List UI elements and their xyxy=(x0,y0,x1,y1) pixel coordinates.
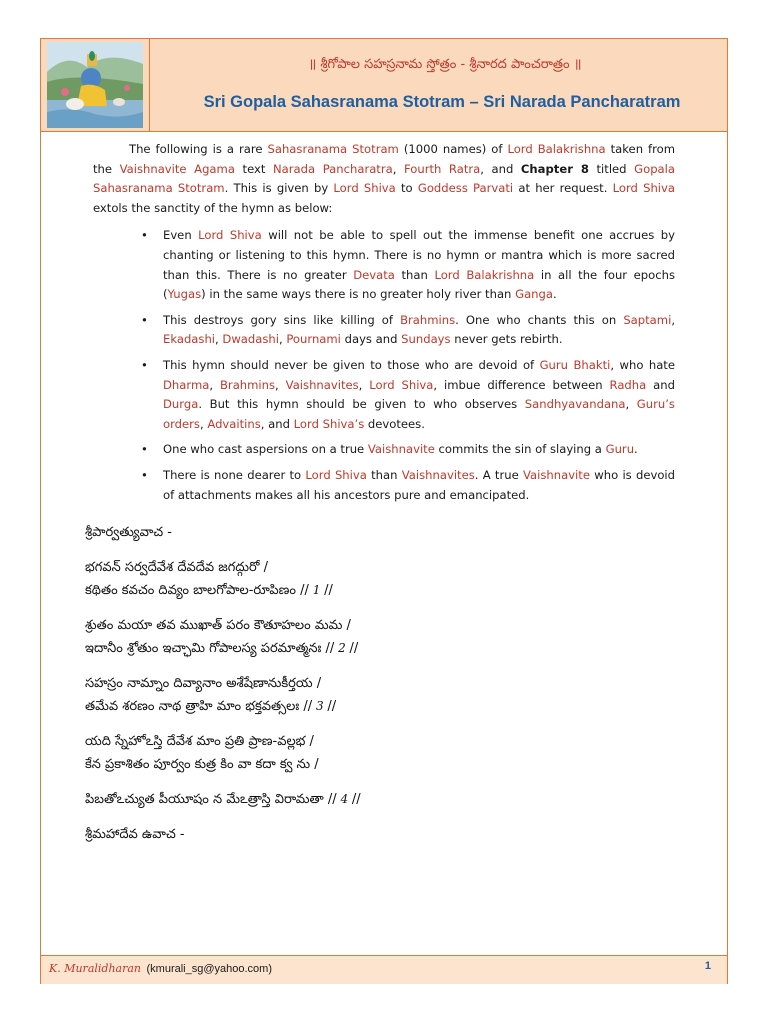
verse-gap xyxy=(85,718,685,730)
page-header xyxy=(41,39,727,132)
verse-text: యది స్నేహోఽస్తి దేవేశ మాం ప్రతి ప్రాణ-వల్లభ / xyxy=(85,734,314,749)
highlighted-term: Radha xyxy=(609,377,647,392)
bullet-item xyxy=(93,466,675,505)
verse-gap xyxy=(85,811,685,823)
highlighted-term: Brahmins xyxy=(219,377,276,392)
verse-end-mark: // xyxy=(349,641,359,656)
verse-line xyxy=(85,672,685,695)
text-run: will not be able to spell out the immense benefit one accrues by chanting or listening to this hymn. There is no hymn or mantra which is more sacred than this. There is no greater xyxy=(163,228,675,282)
text-run: who is devoid of attachments makes all his ancestors pure and emancipated. xyxy=(163,467,676,502)
verse-number: 2 xyxy=(334,641,350,655)
text-run: , xyxy=(275,377,286,392)
text-run: The following is a rare xyxy=(129,142,268,156)
text-run: titled xyxy=(588,161,635,176)
verse-gap xyxy=(85,602,685,614)
text-run: One who cast aspersions on a true xyxy=(163,442,368,457)
bullet-item xyxy=(93,440,675,460)
bullet-icon: • xyxy=(141,357,148,372)
text-run: , and xyxy=(260,416,294,431)
verse-block xyxy=(85,788,685,811)
verse-text: భగవన్ సర్వదేవేశ దేవదేవ జగద్గురో / xyxy=(85,560,269,575)
text-run: , xyxy=(358,377,370,392)
highlighted-term: Brahmins xyxy=(400,312,456,327)
verse-text: కథితం కవచం దివ్యం బాలగోపాల-రూపిణం // xyxy=(85,583,309,598)
highlighted-term: Advaitins xyxy=(207,416,261,431)
text-run: and xyxy=(646,377,675,392)
text-run: commits the sin of slaying a xyxy=(434,442,606,457)
verse-block xyxy=(85,672,685,718)
highlighted-term: Lord Shiva xyxy=(333,181,396,196)
text-run: days and xyxy=(340,332,402,347)
intro-paragraph xyxy=(93,140,675,218)
highlighted-term: Goddess Parvati xyxy=(417,181,514,196)
text-run: than xyxy=(366,467,402,482)
bullet-list xyxy=(93,226,675,505)
text-run: than xyxy=(394,267,435,282)
verse-block xyxy=(85,521,685,544)
text-run: , xyxy=(625,397,637,412)
highlighted-term: Lord Shiva’s xyxy=(293,416,365,431)
highlighted-term: Sahasranama Stotram xyxy=(267,142,399,156)
bullet-item xyxy=(93,356,675,434)
verse-gap xyxy=(85,660,685,672)
verse-text: ఇదానీం శ్రోతుం ఇచ్ఛామి గోపాలస్య పరమాత్మనః // xyxy=(85,641,335,656)
verse-number: 1 xyxy=(308,583,325,597)
author-email: (kmurali_sg@yahoo.com) xyxy=(146,963,272,975)
text-run: text xyxy=(234,161,273,176)
verse-gap xyxy=(85,544,685,556)
highlighted-term: Sandhyavandana xyxy=(524,397,626,412)
text-run: . xyxy=(553,287,557,302)
verse-number: 3 xyxy=(312,699,328,713)
text-run: at her request. xyxy=(513,181,613,196)
verse-line xyxy=(85,730,685,753)
highlighted-term: Sundays xyxy=(401,332,451,347)
highlighted-term: Pournami xyxy=(286,332,341,347)
highlighted-term: Saptami xyxy=(623,312,672,327)
highlighted-term: Lord Shiva xyxy=(369,377,434,392)
text-run: . One who chants this on xyxy=(455,312,624,327)
verse-line xyxy=(85,521,685,544)
bullet-icon: • xyxy=(141,312,148,327)
text-run: , xyxy=(199,416,208,431)
highlighted-term: Fourth Ratra xyxy=(404,161,481,176)
text-run: . But this hymn should be given to who observes xyxy=(198,397,525,412)
bullet-icon: • xyxy=(141,442,148,457)
verse-block xyxy=(85,614,685,660)
text-run: This hymn should never be given to those who are devoid of xyxy=(163,357,540,372)
highlighted-term: Gopala Sahasranama Stotram xyxy=(93,161,675,196)
text-run: Even xyxy=(163,228,199,243)
verse-end-mark: // xyxy=(351,792,361,807)
verse-text: కేన ప్రకాశితం పూర్వం కుత్ర కిం వా కదా క్వ ను / xyxy=(85,757,319,772)
text-run: . xyxy=(634,442,638,457)
verse-section xyxy=(85,521,685,846)
verse-text: శ్రీమహాదేవ ఉవాచ - xyxy=(85,827,185,842)
verse-line xyxy=(85,614,685,637)
text-run: . This is given by xyxy=(224,181,334,196)
highlighted-term: Devata xyxy=(353,267,395,282)
text-run: , and xyxy=(480,161,521,176)
text-run: , xyxy=(392,161,404,176)
highlighted-term: Durga xyxy=(163,397,199,412)
bullet-icon: • xyxy=(141,467,148,482)
highlighted-term: Guru Bhakti xyxy=(539,357,611,372)
intro-section xyxy=(93,140,675,511)
verse-line xyxy=(85,788,685,811)
bullet-icon: • xyxy=(141,228,148,243)
verse-line xyxy=(85,753,685,776)
highlighted-term: Ganga xyxy=(515,287,553,302)
text-run: , xyxy=(215,332,223,347)
verse-text: సహస్రం నామ్నాం దివ్యానాం అశేషేణానుకీర్తయ / xyxy=(85,676,322,691)
text-run: never gets rebirth. xyxy=(450,332,563,347)
text-run: This destroys gory sins like killing of xyxy=(163,312,401,327)
highlighted-term: Ekadashi xyxy=(163,332,216,347)
text-run: , xyxy=(278,332,287,347)
verse-text: తమేవ శరణం నాథ త్రాహి మాం భక్తవత్సలః // xyxy=(85,699,313,714)
verse-line xyxy=(85,637,685,660)
text-run: There is none dearer to xyxy=(163,467,306,482)
page-title: Sri Gopala Sahasranama Stotram – Sri Narada Pancharatram xyxy=(203,93,681,111)
highlighted-term: Lord Shiva xyxy=(612,181,675,196)
highlighted-term: Guru xyxy=(605,442,635,457)
highlighted-term: Vaishnavite Agama xyxy=(119,161,235,176)
text-run: in all the four epochs ( xyxy=(163,267,675,302)
verse-end-mark: // xyxy=(327,699,337,714)
bullet-item xyxy=(93,311,675,350)
text-run: . A true xyxy=(474,467,523,482)
highlighted-term: Vaishnavite xyxy=(523,467,590,482)
verse-end-mark: // xyxy=(324,583,333,598)
highlighted-term: Lord Balakrishna xyxy=(507,142,606,156)
author-line xyxy=(49,962,272,975)
telugu-title: ॥ శ్రీగోపాల సహస్రనామ స్తోత్రం - శ్రీనారద పాంచరాత్రం ॥ xyxy=(308,57,582,72)
text-run: to xyxy=(395,181,418,196)
text-run: , who hate xyxy=(610,357,675,372)
verse-block xyxy=(85,730,685,776)
highlighted-term: Vaishnavites xyxy=(401,467,475,482)
verse-text: శ్రుతం మయా తవ ముఖాత్ పరం కౌతూహలం మమ / xyxy=(85,618,351,633)
verse-number: 4 xyxy=(336,792,352,806)
text-run: (1000 names) of xyxy=(398,142,508,156)
text-run: , xyxy=(671,312,675,327)
author-name: K. Muralidharan xyxy=(49,962,141,975)
highlighted-term: Dwadashi xyxy=(222,332,279,347)
text-run: ) in the same ways there is no greater holy river than xyxy=(201,287,516,302)
verse-text: పిబతోఽచ్యుత పీయూషం న మేఽత్రాస్తి విరామతా // xyxy=(85,792,337,807)
verse-line xyxy=(85,695,685,718)
verse-line xyxy=(85,556,685,579)
krishna-image xyxy=(47,42,143,128)
highlighted-term: Lord Shiva xyxy=(305,467,367,482)
verse-block xyxy=(85,823,685,846)
highlighted-term: Narada Pancharatra xyxy=(273,161,393,176)
text-run: , imbue difference between xyxy=(433,377,610,392)
highlighted-term: Vaishnavite xyxy=(367,442,435,457)
verse-gap xyxy=(85,776,685,788)
highlighted-term: Lord Shiva xyxy=(198,228,262,243)
text-run: devotees. xyxy=(364,416,425,431)
verse-block xyxy=(85,556,685,602)
page-number: 1 xyxy=(704,960,711,972)
highlighted-term: Dharma xyxy=(163,377,210,392)
text-run: taken from the xyxy=(93,142,675,176)
header-divider xyxy=(149,39,150,131)
text-run: extols the sanctity of the hymn as below: xyxy=(93,200,333,215)
highlighted-term: Vaishnavites xyxy=(285,377,359,392)
bullet-item xyxy=(93,226,675,304)
text-run: Chapter 8 xyxy=(520,161,589,176)
page-footer xyxy=(41,955,727,984)
highlighted-term: Yugas xyxy=(167,287,202,302)
verse-line xyxy=(85,823,685,846)
verse-line xyxy=(85,579,685,602)
verse-text: శ్రీపార్వత్యువాచ - xyxy=(85,525,172,540)
text-run: , xyxy=(209,377,220,392)
highlighted-term: Lord Balakrishna xyxy=(434,267,535,282)
highlighted-term: Guru’s orders xyxy=(163,397,675,431)
